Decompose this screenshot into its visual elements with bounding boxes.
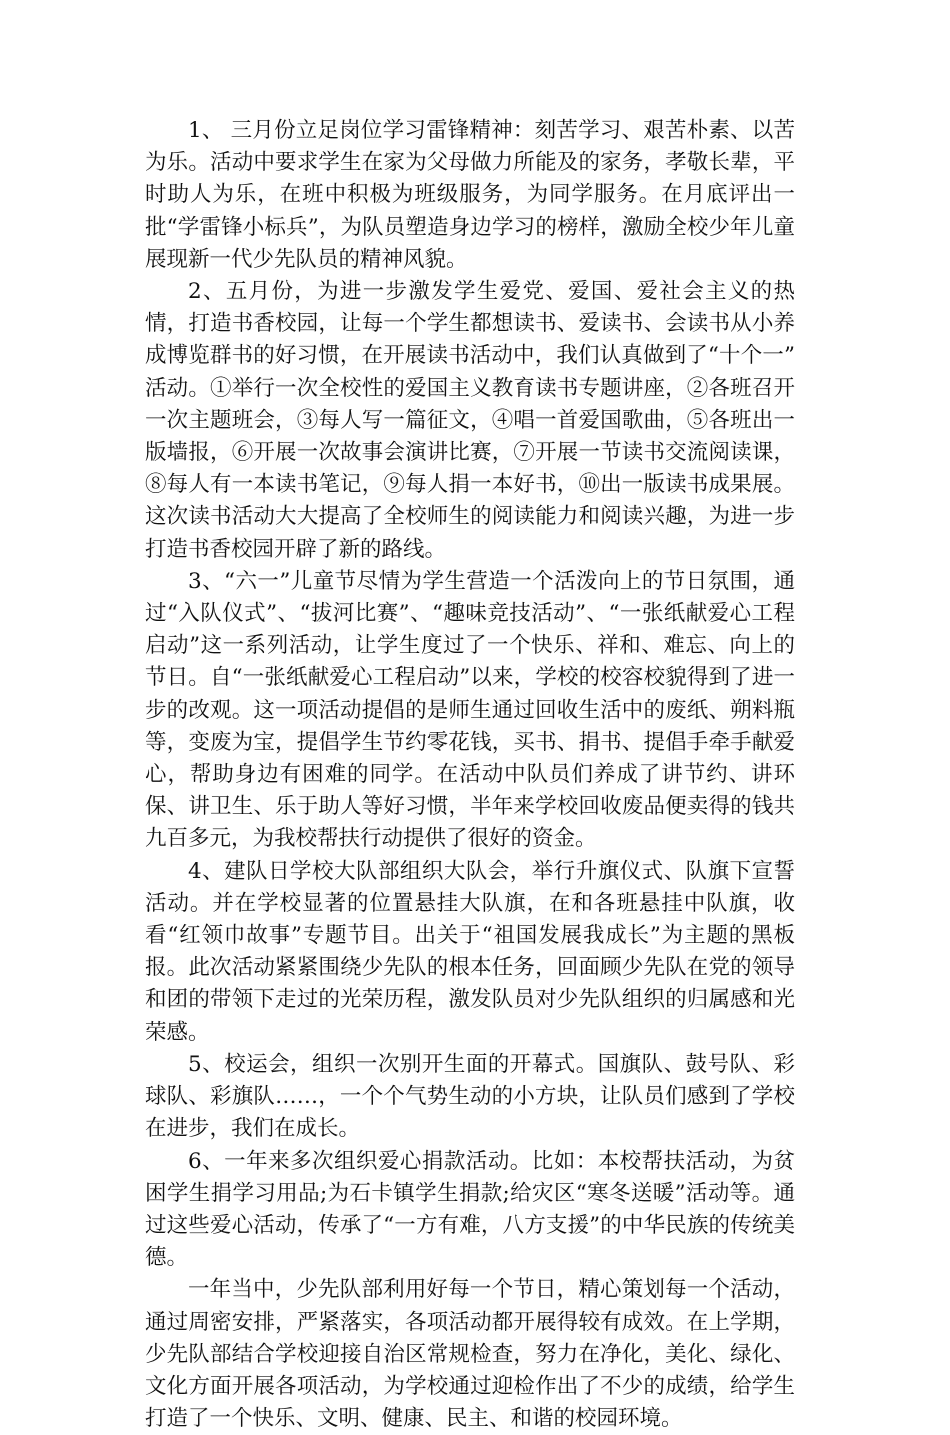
paragraph-summary: 一年当中，少先队部利用好每一个节日，精心策划每一个活动，通过周密安排，严紧落实，各项活动都开展得较有成效。在上学期，少先队部结合学校迎接自治区常规检查，努力在净化，美化、绿化、文化方面开展各项活动，为学校通过迎检作出了不少的成绩，给学生打造了一个快乐、文明、健康、民主、和谐的校园环境。 [145, 1277, 795, 1432]
paragraph-march-lei-feng: 1、 三月份立足岗位学习雷锋精神：刻苦学习、艰苦朴素、以苦为乐。活动中要求学生在家为父母做力所能及的家务，孝敬长辈，平时助人为乐，在班中积极为班级服务，为同学服务。在月底评出一批“学雷锋小标兵”，为队员塑造身边学习的榜样，激励全校少年儿童展现新一代少先队员的精神风貌。 [145, 118, 795, 272]
paragraph-donations: 6、一年来多次组织爱心捐款活动。比如：本校帮扶活动，为贫困学生捐学习用品;为石卡镇学生捐款;给灾区“寒冬送暖”活动等。通过这些爱心活动，传承了“一方有难，八方支援”的中华民族的传统美德。 [145, 1148, 795, 1271]
paragraph-sports-meet: 5、校运会，组织一次别开生面的开幕式。国旗队、鼓号队、彩球队、彩旗队……，一个个气势生动的小方块，让队员们感到了学校在进步，我们在成长。 [145, 1051, 795, 1142]
document-body [145, 115, 795, 1435]
paragraph-may-reading: 2、五月份，为进一步激发学生爱党、爱国、爱社会主义的热情，打造书香校园，让每一个学生都想读书、爱读书、会读书从小养成博览群书的好习惯，在开展读书活动中，我们认真做到了“十个一” 活动。①举行一次全校性的爱国主义教育读书专题讲座，②各班召开一次主题班会，③每人写一篇征文，④唱一首爱国歌曲，⑤各班出一版墙报，⑥开展一次故事会演讲比赛，⑦开展一节读书交流阅读课，⑧每人有一本读书笔记，⑨每人捐一本好书，⑩出一版读书成果展。这次读书活动大大提高了全校师生的阅读能力和阅读兴趣，为进一步打造书香校园开辟了新的路线。 [145, 279, 795, 562]
paragraph-childrens-day: 3、“六一”儿童节尽情为学生营造一个活泼向上的节日氛围，通过“入队仪式”、“拔河比赛”、“趣味竞技活动”、“一张纸献爱心工程启动”这一系列活动，让学生度过了一个快乐、祥和、难忘、向上的节日。自“一张纸献爱心工程启动”以来，学校的校容校貌得到了进一步的改观。这一项活动提倡的是师生通过回收生活中的废纸、朔料瓶等，变废为宝，提倡学生节约零花钱，买书、捐书、提倡手牵手献爱心，帮助身边有困难的同学。在活动中队员们养成了讲节约、讲环保、讲卫生、乐于助人等好习惯，半年来学校回收废品便卖得的钱共九百多元，为我校帮扶行动提供了很好的资金。 [145, 568, 795, 852]
paragraph-team-day: 4、建队日学校大队部组织大队会，举行升旗仪式、队旗下宣誓活动。并在学校显著的位置悬挂大队旗，在和各班悬挂中队旗，收看“红领巾故事”专题节目。出关于“祖国发展我成长”为主题的黑板报。此次活动紧紧围绕少先队的根本任务，回面顾少先队在党的领导和团的带领下走过的光荣历程，激发队员对少先队组织的归属感和光荣感。 [145, 858, 795, 1045]
